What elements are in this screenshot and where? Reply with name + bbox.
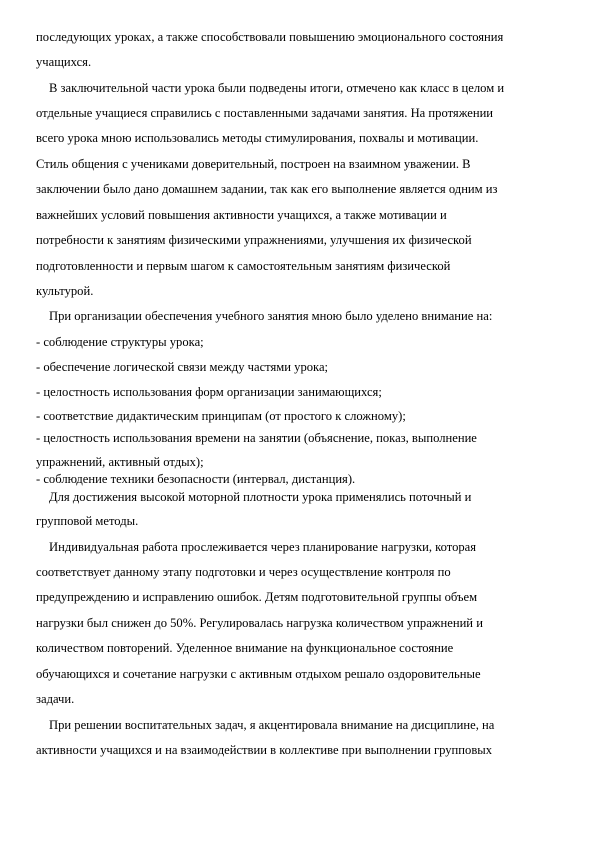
text-line: количеством повторений. Уделенное внимание на функциональное состояние	[36, 641, 454, 655]
text-line: групповой методы.	[36, 514, 139, 528]
list-item: - целостность использования форм организации занимающихся;	[36, 385, 382, 399]
text-line: всего урока мною использовались методы стимулирования, похвалы и мотивации.	[36, 131, 479, 145]
paragraph-start: В заключительной части урока были подведены итоги, отмечено как класс в целом и	[49, 81, 505, 95]
text-line: активности учащихся и на взаимодействии в коллективе при выполнении групповых	[36, 743, 493, 757]
text-line: последующих уроках, а также способствовали повышению эмоционального состояния	[36, 30, 504, 44]
text-line: предупреждению и исправлению ошибок. Детям подготовительной группы объем	[36, 590, 478, 604]
text-line: обучающихся и сочетание нагрузки с активным отдыхом решало оздоровительные	[36, 667, 481, 681]
paragraph-start: При решении воспитательных задач, я акцентировала внимание на дисциплине, на	[49, 718, 495, 732]
list-item: - соблюдение техники безопасности (интервал, дистанция).	[36, 472, 356, 486]
text-line: подготовленности и первым шагом к самостоятельным занятиям физической	[36, 259, 451, 273]
paragraph-start: Индивидуальная работа прослеживается через планирование нагрузки, которая	[49, 540, 477, 554]
text-line: отдельные учащиеся справились с поставленными задачами занятия. На протяжении	[36, 106, 494, 120]
text-line: нагрузки был снижен до 50%. Регулировалась нагрузка количеством упражнений и	[36, 616, 483, 630]
paragraph-start: Для достижения высокой моторной плотности урока применялись поточный и	[49, 490, 472, 504]
text-line: потребности к занятиям физическими упражнениями, улучшения их физической	[36, 233, 472, 247]
text-line: заключении было дано домашнем задании, так как его выполнение является одним из	[36, 182, 498, 196]
list-item: - соответствие дидактическим принципам (от простого к сложному);	[36, 409, 406, 423]
text-line: задачи.	[36, 692, 75, 706]
list-item: - обеспечение логической связи между частями урока;	[36, 360, 329, 374]
list-item: - целостность использования времени на занятии (объяснение, показ, выполнение	[36, 431, 477, 445]
text-line: культурой.	[36, 284, 94, 298]
text-line: соответствует данному этапу подготовки и через осуществление контроля по	[36, 565, 451, 579]
text-line: упражнений, активный отдых);	[36, 455, 204, 469]
paragraph-start: При организации обеспечения учебного занятия мною было уделено внимание на:	[49, 309, 493, 323]
text-line: учащихся.	[36, 55, 92, 69]
text-line: важнейших условий повышения активности учащихся, а также мотивации и	[36, 208, 447, 222]
text-line: Стиль общения с учениками доверительный, построен на взаимном уважении. В	[36, 157, 471, 171]
list-item: - соблюдение структуры урока;	[36, 335, 204, 349]
